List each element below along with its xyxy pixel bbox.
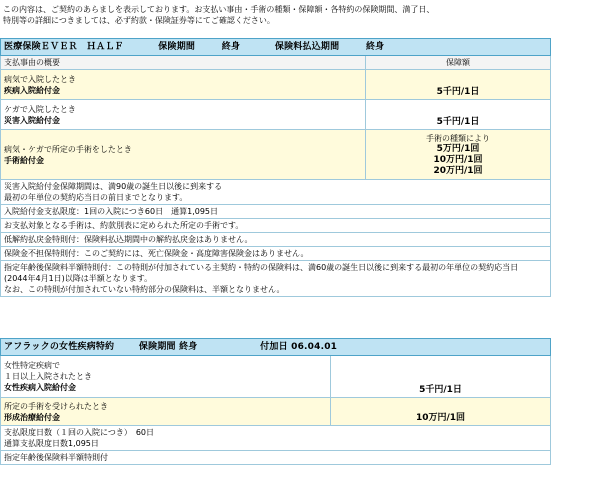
note-no-death-benefit: 保険金不担保特則付：このご契約には、死亡保険金・高度障害保険金はありません。 <box>1 247 551 261</box>
surgery-amounts <box>366 130 551 180</box>
surgery-description: 病気・ケガで所定の手術をしたとき <box>4 144 132 154</box>
rider-description: 女性特定疾病で <box>4 361 60 370</box>
benefit-row-desc <box>1 70 366 100</box>
rider-benefit-amount: 5千円/1日 <box>331 356 551 398</box>
rider-date-label: 付加日 <box>260 341 288 352</box>
column-header-amount: 保障額 <box>366 56 551 70</box>
rider-period-value: 終身 <box>179 341 198 352</box>
surgery-row-desc <box>1 130 366 180</box>
column-header-reason: 支払事由の概要 <box>1 56 366 70</box>
benefit-name: 災害入院給付金 <box>4 115 60 125</box>
rider-benefit-row-desc <box>1 398 331 426</box>
intro-line-2: 特別等の詳細につきましては、必ず約款・保険証券等にてご確認ください。 <box>3 16 275 25</box>
plan-table-main <box>0 38 551 297</box>
plan-header-rider <box>1 339 551 356</box>
note-line: 指定年齢後保険料半額特則付：この特則が付加されている主契約・特約の保険料は、満60歳の誕生日以後に到来する最初の年単位の契約応当日 <box>4 263 519 272</box>
note-low-surrender: 低解約払戻金特則付：保険料払込期間中の解約払戻金はありません。 <box>1 233 551 247</box>
rider-description: 所定の手術を受けられたとき <box>4 401 108 411</box>
note-line: 最初の年単位の契約応当日の前日までとなります。 <box>4 193 188 202</box>
note-hospitalization-period <box>1 180 551 205</box>
benefit-row-desc <box>1 100 366 130</box>
intro-text <box>3 4 595 26</box>
rider-benefit-name: 女性疾病入院給付金 <box>4 383 76 392</box>
note-surgery-scope: お支払対象となる手術は、約款別表に定められた所定の手術です。 <box>1 219 551 233</box>
surgery-benefit-name: 手術給付金 <box>4 155 44 165</box>
period-value: 終身 <box>221 41 241 52</box>
benefit-amount: 5千円/1日 <box>366 100 551 130</box>
note-line: なお、この特則が付加されていない特約部分の保険料は、半額となりません。 <box>4 285 285 294</box>
rider-note-limits <box>1 426 551 451</box>
rider-date-value: 06.04.01 <box>291 341 338 352</box>
note-half-premium <box>1 261 551 297</box>
note-line: 通算支払限度日数1,095日 <box>4 439 99 448</box>
rider-name: アフラックの女性疾病特約 <box>4 341 115 352</box>
plan-name: 医療保険ＥＶＥＲ ＨＡＬＦ <box>4 41 124 52</box>
note-line: 支払限度日数（１回の入院につき） 60日 <box>4 428 155 437</box>
premium-period-label: 保険料払込期間 <box>274 41 340 52</box>
note-payment-limit: 入院給付金支払限度：1回の入院につき60日 通算1,095日 <box>1 205 551 219</box>
surgery-amount-1: 5万円/1回 <box>436 143 480 154</box>
surgery-note: 手術の種類により <box>426 133 490 143</box>
rider-benefit-amount: 10万円/1回 <box>331 398 551 426</box>
rider-note-half-premium: 指定年齢後保険料半額特則付 <box>1 451 551 465</box>
plan-table-rider <box>0 338 551 465</box>
premium-period-value: 終身 <box>365 41 385 52</box>
benefit-description: ケガで入院したとき <box>4 104 76 114</box>
surgery-amount-3: 20万円/1回 <box>433 165 483 176</box>
intro-line-1: この内容は、ご契約のあらましを表示しております。お支払い事由・手術の種類・保障額・各特約の保険期間、満了日、 <box>3 5 435 14</box>
period-label: 保険期間 <box>158 41 196 52</box>
rider-benefit-row-desc <box>1 356 331 398</box>
benefit-name: 疾病入院給付金 <box>4 85 60 95</box>
rider-benefit-name: 形成治療給付金 <box>4 412 60 422</box>
rider-description: １日以上入院されたとき <box>4 372 92 381</box>
rider-period-label: 保険期間 <box>138 341 176 352</box>
note-line: (2044年4月1日)以降は半額となります。 <box>4 274 153 283</box>
benefit-amount: 5千円/1日 <box>366 70 551 100</box>
plan-header-main <box>1 39 551 56</box>
benefit-description: 病気で入院したとき <box>4 74 76 84</box>
surgery-amount-2: 10万円/1回 <box>433 154 483 165</box>
note-line: 災害入院給付金保障期間は、満90歳の誕生日以後に到来する <box>4 182 223 191</box>
